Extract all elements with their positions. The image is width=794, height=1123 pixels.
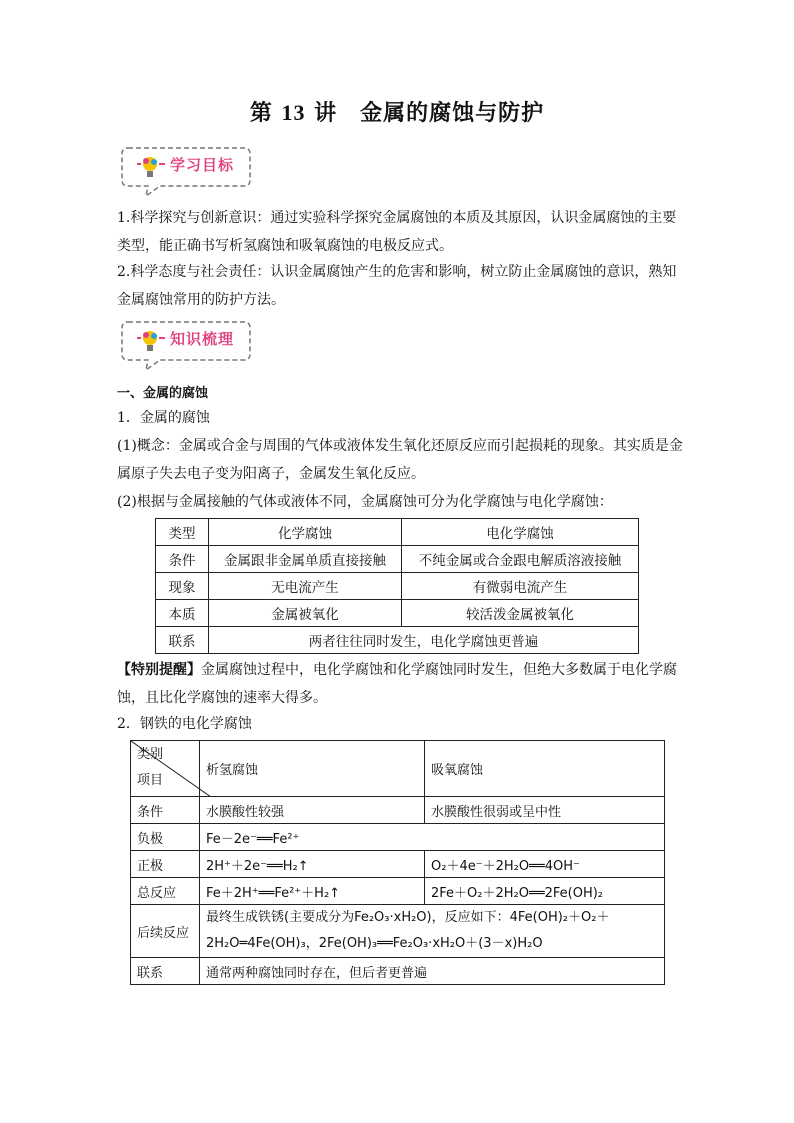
classify-text: (2)根据与金属接触的气体或液体不同，金属腐蚀可分为化学腐蚀与电化学腐蚀： (117, 494, 613, 510)
table-cell: 本质 (156, 600, 209, 627)
table-cell: 无电流产生 (209, 573, 402, 600)
subsection-heading-2: 2．钢铁的电化学腐蚀 (117, 716, 252, 732)
goal-item-2: 2.科学态度与社会责任：认识金属腐蚀产生的危害和影响，树立防止金属腐蚀的意识，熟知金属腐蚀常用的防护方法。 (117, 264, 677, 308)
table-cell: O₂＋4e⁻＋2H₂O══4OH⁻ (425, 851, 665, 878)
special-reminder (117, 656, 687, 712)
table-cell: 两者往往同时发生，电化学腐蚀更普遍 (209, 627, 639, 654)
page-title (0, 96, 794, 127)
corner-top-label: 类别 (137, 747, 164, 762)
table-cell: 联系 (156, 627, 209, 654)
table-cell: 水膜酸性较强 (200, 797, 425, 824)
table-cell: 负极 (131, 824, 200, 851)
subsection-heading: 1．金属的腐蚀 (117, 410, 210, 426)
table-row (131, 958, 665, 985)
follow-line-2: 2H₂O═4Fe(OH)₃，2Fe(OH)₃══Fe₂O₃·xH₂O＋(3－x)H₂O (206, 936, 543, 951)
goals-badge-label: 学习目标 (170, 156, 235, 174)
goal-item-1: 1.科学探究与创新意识：通过实验科学探究金属腐蚀的本质及其原因，认识金属腐蚀的主要类型，能正确书写析氢腐蚀和吸氧腐蚀的电极反应式。 (117, 210, 677, 254)
table-cell: 吸氧腐蚀 (425, 741, 665, 797)
table-cell: Fe－2e⁻══Fe²⁺ (200, 824, 665, 851)
table-row (131, 851, 665, 878)
table-cell: 类型 (156, 519, 209, 546)
table-cell: 条件 (131, 797, 200, 824)
table-cell: Fe＋2H⁺══Fe²⁺＋H₂↑ (200, 878, 425, 905)
table-cell: 条件 (156, 546, 209, 573)
steel-corrosion-table (130, 740, 665, 985)
follow-line-1: 最终生成铁锈(主要成分为Fe₂O₃·xH₂O)，反应如下：4Fe(OH)₂＋O₂＋ (206, 910, 610, 925)
title-prefix: 第 (249, 100, 273, 126)
table-row (131, 878, 665, 905)
table-cell: 2Fe＋O₂＋2H₂O══2Fe(OH)₂ (425, 878, 665, 905)
table-cell: 通常两种腐蚀同时存在，但后者更普遍 (200, 958, 665, 985)
title-number: 13 (281, 100, 306, 125)
table-cell: 电化学腐蚀 (402, 519, 639, 546)
table-row (156, 519, 639, 546)
table-cell: 后续反应 (131, 905, 200, 958)
table-cell: 现象 (156, 573, 209, 600)
table-row (156, 573, 639, 600)
table-cell: 联系 (131, 958, 200, 985)
table-cell: 较活泼金属被氧化 (402, 600, 639, 627)
table-cell: 金属被氧化 (209, 600, 402, 627)
table-cell: 水膜酸性很弱或呈中性 (425, 797, 665, 824)
table-row (156, 627, 639, 654)
goals-badge (120, 142, 252, 194)
title-suffix: 讲 金属的腐蚀与防护 (314, 100, 545, 126)
table-cell: 化学腐蚀 (209, 519, 402, 546)
table-row (131, 824, 665, 851)
table-cell: 2H⁺＋2e⁻══H₂↑ (200, 851, 425, 878)
section-heading: 一、金属的腐蚀 (117, 386, 209, 401)
table-cell: 不纯金属或合金跟电解质溶液接触 (402, 546, 639, 573)
knowledge-badge-label: 知识梳理 (170, 330, 235, 348)
table-row (131, 797, 665, 824)
table-cell (200, 905, 665, 958)
table-row (156, 600, 639, 627)
table-row (131, 741, 665, 797)
table-cell: 正极 (131, 851, 200, 878)
diagonal-header-cell (131, 741, 200, 797)
corner-bottom-label: 项目 (137, 773, 164, 788)
table-cell: 金属跟非金属单质直接接触 (209, 546, 402, 573)
table-row (131, 905, 665, 958)
concept-text: (1)概念：金属或合金与周围的气体或液体发生氧化还原反应而引起损耗的现象。其实质是金属原子失去电子变为阳离子，金属发生氧化反应。 (117, 438, 683, 482)
corrosion-type-table (155, 518, 639, 654)
table-cell: 析氢腐蚀 (200, 741, 425, 797)
reminder-text: 金属腐蚀过程中，电化学腐蚀和化学腐蚀同时发生，但绝大多数属于电化学腐蚀，且比化学腐蚀的速率大得多。 (117, 662, 677, 706)
table-row (156, 546, 639, 573)
table-cell: 有微弱电流产生 (402, 573, 639, 600)
knowledge-badge (120, 316, 252, 368)
reminder-label: 【特别提醒】 (117, 662, 201, 678)
table-cell: 总反应 (131, 878, 200, 905)
